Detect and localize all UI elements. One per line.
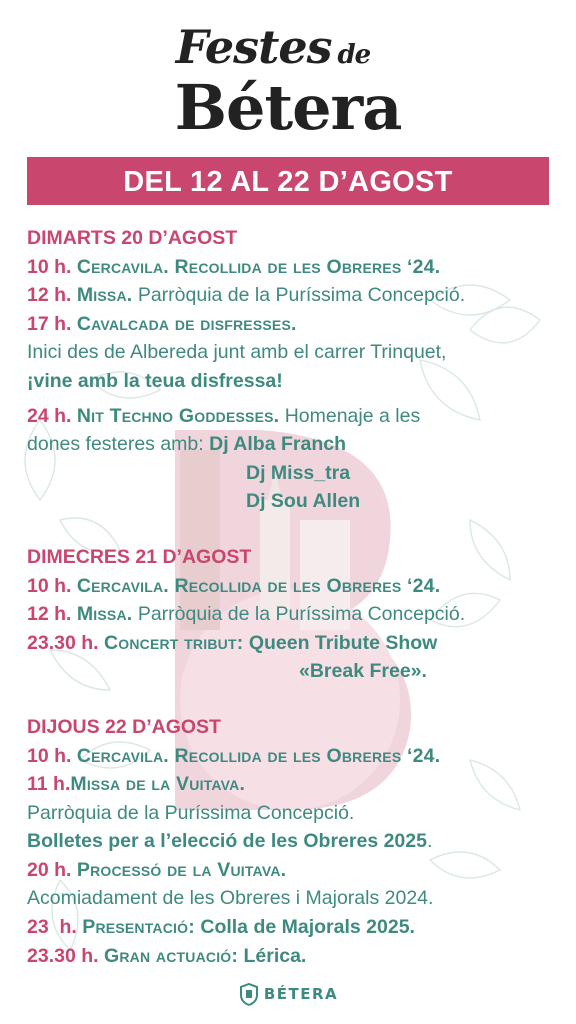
dj-name: Dj Miss_tra	[246, 461, 351, 484]
event-time: 23.30 h.	[27, 944, 99, 967]
event-line	[27, 600, 557, 629]
event-time: 23.30 h.	[27, 631, 99, 654]
event-time: 10 h.	[27, 744, 72, 767]
day-heading: DIMARTS 20 D’AGOST	[27, 227, 238, 249]
event-time: 24 h.	[27, 404, 72, 427]
dj-name: Dj Sou Allen	[246, 490, 361, 513]
date-banner: DEL 12 AL 22 D’AGOST	[27, 157, 549, 205]
event-time: 10 h.	[27, 574, 72, 597]
event-time: 12 h.	[27, 603, 72, 626]
event-detail-text: dones festeres amb:	[27, 433, 210, 456]
event-line	[27, 856, 557, 885]
title-line-2: Bétera	[174, 71, 402, 144]
event-detail	[27, 827, 557, 856]
event-title: Concert tribut:	[103, 631, 244, 654]
footer-logo	[0, 982, 576, 1006]
event-detail: Parròquia de la Puríssima Concepció.	[132, 284, 466, 307]
event-detail: Parròquia de la Puríssima Concepció.	[27, 801, 355, 824]
program-schedule	[27, 224, 557, 970]
event-time: 23 h.	[27, 916, 77, 939]
event-title: Processó de la Vuitava.	[76, 858, 287, 881]
event-detail: Queen Tribute Show	[243, 631, 438, 654]
event-detail: Colla de Majorals 2025.	[194, 916, 415, 939]
event-title: Cercavila. Recollida de les Obreres ‘24.	[76, 574, 441, 597]
event-title: Presentació:	[82, 916, 195, 939]
festival-title	[0, 20, 576, 144]
event-line	[27, 572, 557, 601]
event-title: Nit Techno Goddesses.	[76, 404, 280, 427]
bétera-crest-icon	[238, 982, 260, 1006]
day-heading: DIMECRES 21 D’AGOST	[27, 545, 252, 568]
event-detail: Homenaje a les	[279, 404, 421, 427]
event-detail: Parròquia de la Puríssima Concepció.	[132, 603, 466, 626]
event-line	[27, 913, 557, 942]
event-line	[27, 310, 557, 339]
event-title: Missa de la Vuitava.	[70, 773, 246, 796]
event-detail: Acomiadament de les Obreres i Majorals 2024.	[27, 887, 434, 910]
event-title: Gran actuació:	[103, 944, 239, 967]
event-time: 17 h.	[27, 312, 72, 335]
event-time: 10 h.	[27, 255, 72, 278]
event-detail: «Break Free».	[299, 660, 427, 683]
event-title: Cavalcada de disfresses.	[76, 312, 297, 335]
event-detail: Inici des de Albereda junt amb el carrer Trinquet,	[27, 341, 447, 364]
event-detail-bold: Bolletes per a l’elecció de les Obreres 2025	[27, 830, 427, 853]
title-de: de	[337, 40, 371, 70]
event-detail	[27, 430, 557, 459]
day-heading: DIJOUS 22 D’AGOST	[27, 715, 221, 738]
event-detail-dot: .	[426, 830, 433, 853]
event-line	[27, 281, 557, 310]
event-time: 12 h.	[27, 284, 72, 307]
event-title: Missa.	[76, 603, 133, 626]
event-title: Missa.	[76, 284, 133, 307]
event-line	[27, 402, 557, 431]
event-line	[27, 770, 557, 799]
event-line	[27, 253, 557, 282]
event-line	[27, 742, 557, 771]
dj-name: Dj Alba Franch	[209, 433, 346, 456]
event-title: Cercavila. Recollida de les Obreres ‘24.	[76, 255, 441, 278]
footer-logo-text: BÉTERA	[263, 985, 339, 1003]
event-line	[27, 629, 557, 658]
event-title: Cercavila. Recollida de les Obreres ‘24.	[76, 744, 441, 767]
event-time: 20 h.	[27, 858, 72, 881]
event-detail: Lérica.	[238, 944, 307, 967]
event-line	[27, 942, 557, 971]
title-festes: Festes	[175, 20, 332, 74]
event-time: 11 h.	[27, 773, 71, 796]
event-detail: ¡vine amb la teua disfressa!	[27, 369, 283, 392]
